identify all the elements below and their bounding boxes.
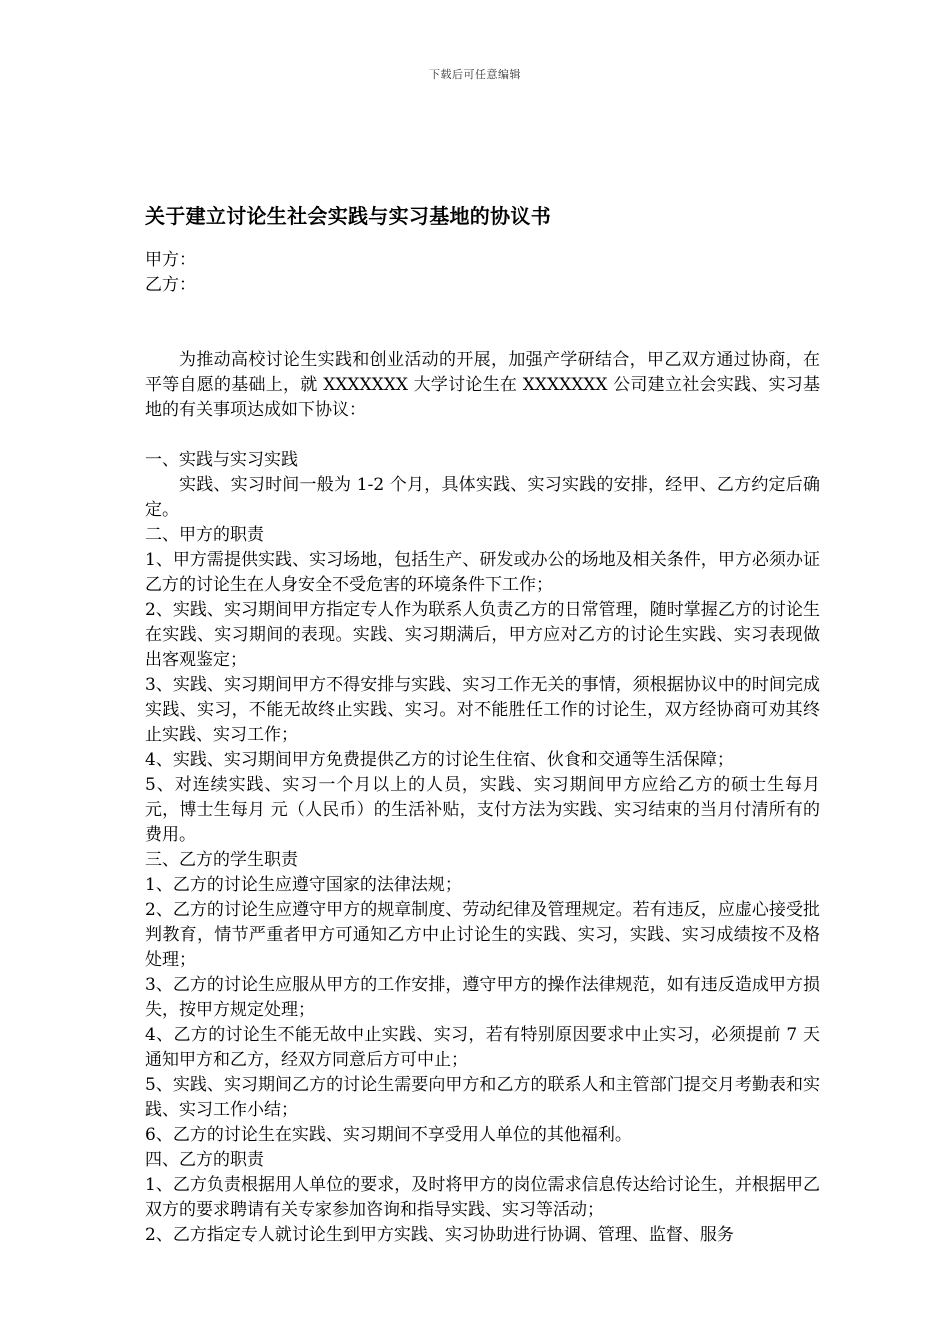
section-3-item: 1、乙方的讨论生应遵守国家的法律法规； xyxy=(145,875,462,895)
section-heading-3: 三、乙方的学生职责 xyxy=(145,850,298,870)
party-b-line: 乙方： xyxy=(145,275,196,295)
document-body xyxy=(145,248,820,1248)
section-2-item: 2、实践、实习期间甲方指定专人作为联系人负责乙方的日常管理，随时掌握乙方的讨论生在实践、实习期间的表现。实践、实习期满后，甲方应对乙方的讨论生实践、实习表现做出客观鉴定； xyxy=(145,600,820,670)
section-3-item: 3、乙方的讨论生应服从甲方的工作安排，遵守甲方的操作法律规范，如有违反造成甲方损失，按甲方规定处理； xyxy=(145,975,820,1020)
section-2-item: 3、实践、实习期间甲方不得安排与实践、实习工作无关的事情，须根据协议中的时间完成实践、实习，不能无故终止实践、实习。对不能胜任工作的讨论生，双方经协商可劝其终止实践、实习工作； xyxy=(145,675,820,745)
header-note: 下载后可任意编辑 xyxy=(429,68,521,81)
section-2-item: 5、对连续实践、实习一个月以上的人员，实践、实习期间甲方应给乙方的硕士生每月 元，博士生每月 元（人民币）的生活补贴，支付方法为实践、实习结束的当月付清所有的费用。 xyxy=(145,775,820,845)
section-heading-2: 二、甲方的职责 xyxy=(145,525,264,545)
section-2-item: 4、实践、实习期间甲方免费提供乙方的讨论生住宿、伙食和交通等生活保障； xyxy=(145,750,734,770)
section-4-item: 2、乙方指定专人就讨论生到甲方实践、实习协助进行协调、管理、监督、服务 xyxy=(145,1225,734,1245)
spacer xyxy=(145,298,820,348)
section-3-item: 6、乙方的讨论生在实践、实习期间不享受用人单位的其他福利。 xyxy=(145,1125,632,1145)
section-1-paragraph: 实践、实习时间一般为 1-2 个月，具体实践、实习实践的安排，经甲、乙方约定后确定。 xyxy=(145,475,820,520)
section-3-item: 5、实践、实习期间乙方的讨论生需要向甲方和乙方的联系人和主管部门提交月考勤表和实践、实习工作小结； xyxy=(145,1075,820,1120)
spacer xyxy=(145,423,820,448)
section-4-item: 1、乙方负责根据用人单位的要求，及时将甲方的岗位需求信息传达给讨论生，并根据甲乙双方的要求聘请有关专家参加咨询和指导实践、实习等活动； xyxy=(145,1175,820,1220)
intro-paragraph: 为推动高校讨论生实践和创业活动的开展，加强产学研结合，甲乙双方通过协商，在平等自愿的基础上，就 XXXXXXX 大学讨论生在 XXXXXXX 公司建立社会实践、实习基地的有关事项达成如下协议： xyxy=(145,350,820,420)
section-heading-1: 一、实践与实习实践 xyxy=(145,450,298,470)
section-2-item: 1、甲方需提供实践、实习场地，包括生产、研发或办公的场地及相关条件，甲方必须办证乙方的讨论生在人身安全不受危害的环境条件下工作； xyxy=(145,550,820,595)
section-3-item: 2、乙方的讨论生应遵守甲方的规章制度、劳动纪律及管理规定。若有违反，应虚心接受批判教育，情节严重者甲方可通知乙方中止讨论生的实践、实习，实践、实习成绩按不及格处理； xyxy=(145,900,820,970)
section-3-item: 4、乙方的讨论生不能无故中止实践、实习，若有特别原因要求中止实习，必须提前 7 天通知甲方和乙方，经双方同意后方可中止； xyxy=(145,1025,820,1070)
section-heading-4: 四、乙方的职责 xyxy=(145,1150,264,1170)
document-title: 关于建立讨论生社会实践与实习基地的协议书 xyxy=(145,204,551,228)
party-a-line: 甲方： xyxy=(145,250,196,270)
